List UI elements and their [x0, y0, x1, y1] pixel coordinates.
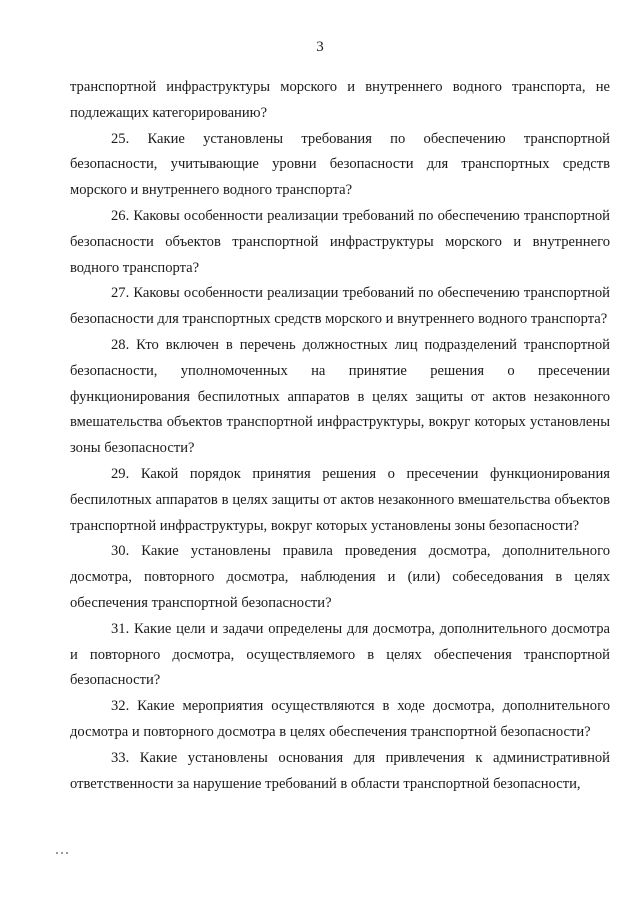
question-30: 30. Какие установлены правила проведения досмотра, дополнительного досмотра, повторного досмотра, наблюдения и (или) собеседования в целях обеспечения транспортной безопасности? [70, 543, 610, 611]
question-25: 25. Какие установлены требования по обеспечению транспортной безопасности, учитывающие уровни безопасности для транспортных средств морского и внутреннего водного транспорта? [70, 130, 610, 199]
question-28: 28. Кто включен в перечень должностных лиц подразделений транспортной безопасности, уполномоченных на принятие решения о пресечении функционирования беспилотных аппаратов в целях защиты от актов незаконного вмешательства объектов транспортной инфраструктуры, вокруг которых установлены зоны безопасности? [70, 336, 610, 457]
page-number: 3 [316, 39, 324, 55]
scan-dot [56, 852, 58, 854]
question-27: 27. Каковы особенности реализации требований по обеспечению транспортной безопасности для транспортных средств морского и внутреннего водного транспорта? [70, 285, 610, 328]
scan-dot [66, 852, 68, 854]
scan-artifact [56, 852, 74, 856]
scan-dot [61, 852, 63, 854]
question-32: 32. Какие мероприятия осуществляются в ходе досмотра, дополнительного досмотра и повторного досмотра в целях обеспечения транспортной безопасности? [70, 698, 610, 740]
question-31: 31. Какие цели и задачи определены для досмотра, дополнительного досмотра и повторного досмотра, осуществляемого в целях обеспечения транспортной безопасности? [70, 620, 610, 689]
question-26: 26. Каковы особенности реализации требований по обеспечению транспортной безопасности объектов транспортной инфраструктуры морского и внутреннего водного транспорта? [70, 207, 610, 276]
paragraph-continuation: транспортной инфраструктуры морского и внутреннего водного транспорта, не подлежащих категорированию? [70, 79, 610, 121]
question-29: 29. Какой порядок принятия решения о пресечении функционирования беспилотных аппаратов в целях защиты от актов незаконного вмешательства объектов транспортной инфраструктуры, вокруг которых установлены зоны безопасности? [70, 465, 610, 534]
document-body [70, 75, 610, 797]
question-33: 33. Какие установлены основания для привлечения к административной ответственности за нарушение требований в области транспортной безопасности, [70, 749, 610, 792]
